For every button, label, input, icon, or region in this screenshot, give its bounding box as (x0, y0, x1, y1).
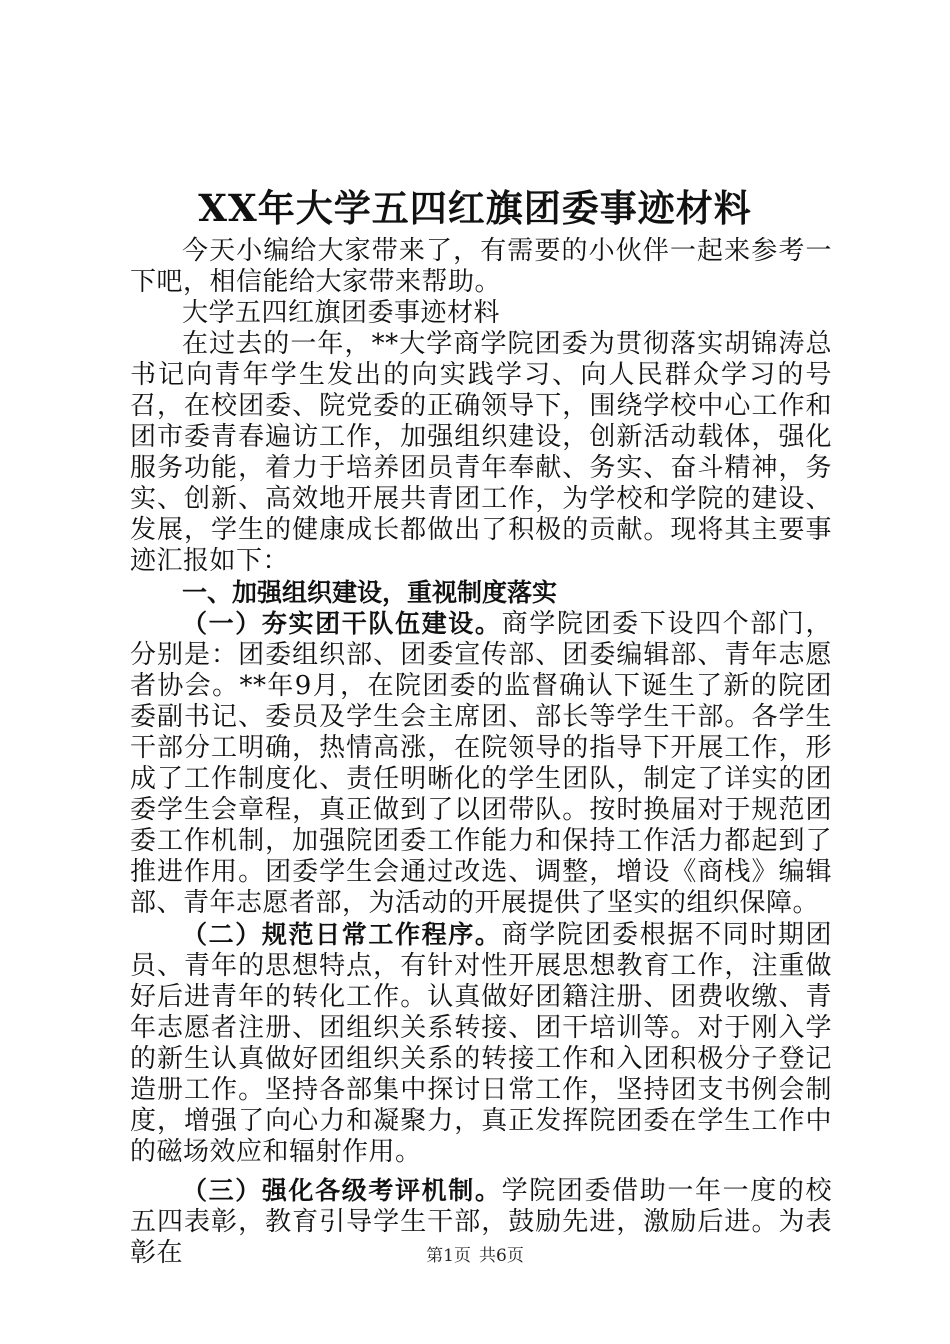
item-2-body: 商学院团委根据不同时期团员、青年的思想特点，有针对性开展思想教育工作，注重做好后进青年的转化工作。认真做好团籍注册、团费收缴、青年志愿者注册、团组织关系转接、团干培训等。对于刚入学的新生认真做好团组织关系的转接工作和入团积极分子登记造册工作。坚持各部集中探讨日常工作，坚持团支书例会制度，增强了向心力和凝聚力，真正发挥院团委在学生工作中的磁场效应和辐射作用。 (130, 920, 832, 1167)
item-3-body: 学院团委借助一年一度的校五四表彰，教育引导学生干部，鼓励先进，激励后进。为表彰在 (130, 1176, 832, 1268)
item-2-paragraph (130, 919, 832, 1168)
item-1-title: （一）夯实团干队伍建设。 (182, 609, 502, 638)
item-3-title: （三）强化各级考评机制。 (182, 1176, 502, 1205)
page-footer (0, 1241, 950, 1266)
page-total: 共6页 (479, 1246, 524, 1266)
subtitle-line: 大学五四红旗团委事迹材料 (182, 298, 501, 328)
overview-paragraph: 在过去的一年，**大学商学院团委为贯彻落实胡锦涛总书记向青年学生发出的向实践学习、向人民群众学习的号召，在校团委、院党委的正确领导下，围绕学校中心工作和团市委青春遍访工作，加强组织建设，创新活动载体，强化服务功能，着力于培养团员青年奉献、务实、奋斗精神，务实、创新、高效地开展共青团工作，为学校和学院的建设、发展，学生的健康成长都做出了积极的贡献。现将其主要事迹汇报如下： (130, 329, 832, 576)
item-1-paragraph (130, 608, 832, 919)
section-heading-1: 一、加强组织建设，重视制度落实 (182, 578, 558, 607)
intro-paragraph: 今天小编给大家带来了，有需要的小伙伴一起来参考一下吧，相信能给大家带来帮助。 (130, 236, 832, 297)
document-body (130, 236, 832, 1269)
item-1-body: 商学院团委下设四个部门，分别是：团委组织部、团委宣传部、团委编辑部、青年志愿者协会。**年9月，在院团委的监督确认下诞生了新的院团委副书记、委员及学生会主席团、部长等学生干部。各学生干部分工明确，热情高涨，在院领导的指导下开展工作，形成了工作制度化、责任明晰化的学生团队，制定了详实的团委学生会章程，真正做到了以团带队。按时换届对于规范团委工作机制，加强院团委工作能力和保持工作活力都起到了推进作用。团委学生会通过改选、调整，增设《商栈》编辑部、青年志愿者部，为活动的开展提供了坚实的组织保障。 (130, 609, 832, 918)
page-number: 第1页 (426, 1246, 471, 1266)
document-title: XX年大学五四红旗团委事迹材料 (198, 186, 752, 230)
item-2-title: （二）规范日常工作程序。 (182, 920, 502, 949)
